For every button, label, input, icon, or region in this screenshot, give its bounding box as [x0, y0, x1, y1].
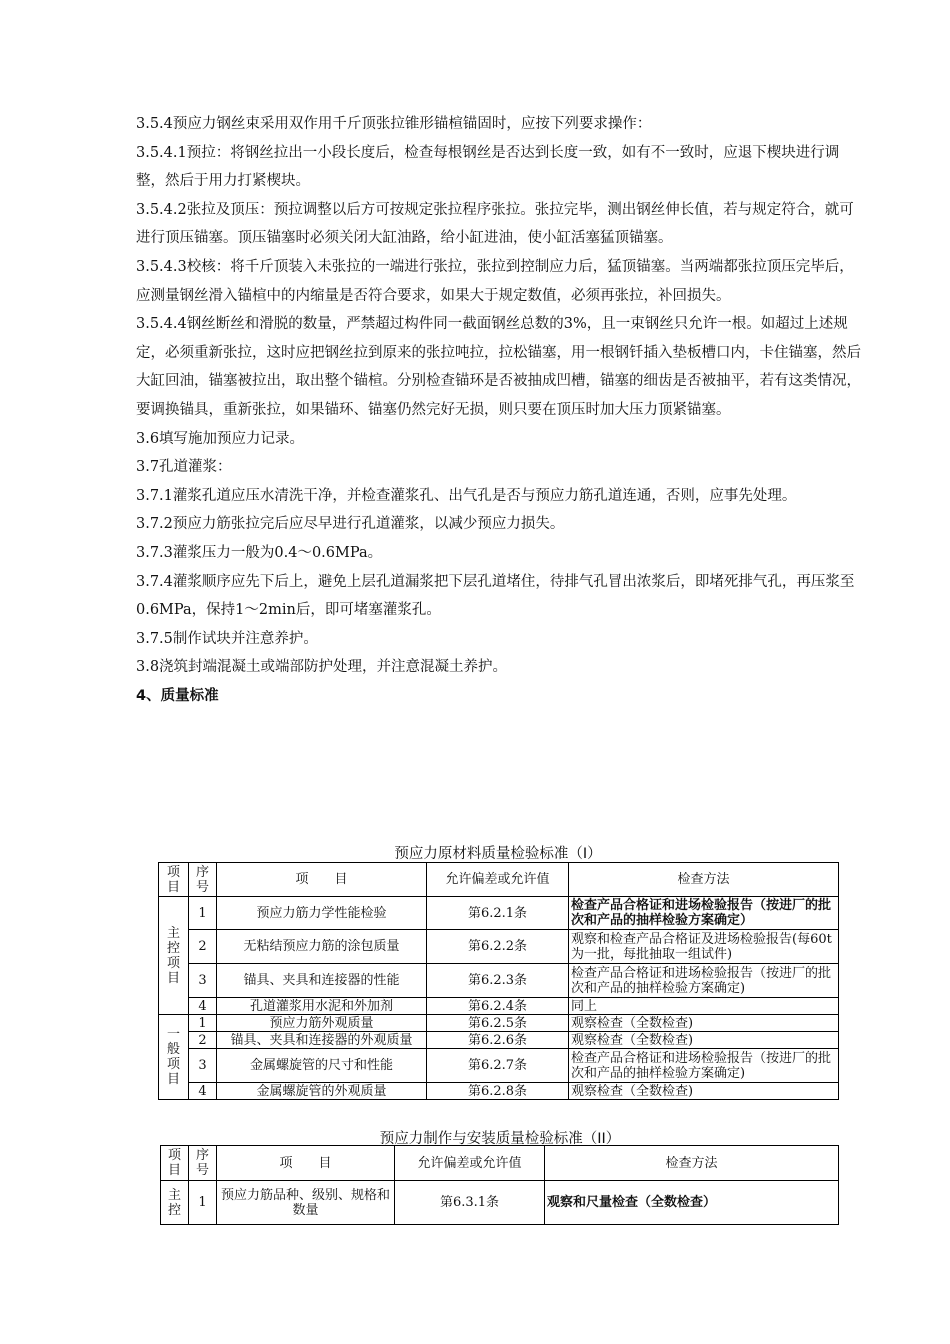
paragraph: 3.5.4.3校核：将千斤顶装入未张拉的一端进行张拉，张拉到控制应力后，猛顶锚塞。当两端都张拉顶压完毕后，应测量钢丝滑入锚楦中的内缩量是否符合要求，如果大于规定数值，必须再张拉，补回损失。	[136, 258, 854, 304]
paragraph: 3.7.2预应力筋张拉完后应尽早进行孔道灌浆，以减少预应力损失。	[136, 516, 565, 533]
table-row	[159, 1015, 839, 1032]
row-method: 观察检查（全数检查)	[569, 1032, 839, 1049]
row-allow: 第6.2.4条	[427, 998, 569, 1015]
row-item: 金属螺旋管的尺寸和性能	[217, 1049, 427, 1083]
row-item: 锚具、夹具和连接器的外观质量	[217, 1032, 427, 1049]
group-main-label: 主控	[161, 1181, 189, 1225]
table1-title: 预应力原材料质量检验标准（I）	[394, 846, 602, 862]
paragraph: 3.5.4预应力钢丝束采用双作用千斤顶张拉锥形锚楦锚固时，应按下列要求操作：	[136, 116, 652, 132]
table-header-row	[159, 863, 839, 897]
table-row	[159, 964, 839, 998]
group-main-label: 主控项目	[159, 897, 189, 1015]
row-no: 1	[189, 1181, 217, 1225]
paragraph: 3.7.4灌浆顺序应先下后上，避免上层孔道漏浆把下层孔道堵住，待排气孔冒出浓浆后，即堵死排气孔，再压浆至0.6MPa，保持1～2min后，即可堵塞灌浆孔。	[136, 573, 855, 619]
table-row	[159, 998, 839, 1015]
header-allow: 允许偏差或允许值	[427, 863, 569, 897]
row-item: 无粘结预应力筋的涂包质量	[217, 930, 427, 964]
header-category: 项目	[159, 863, 189, 897]
paragraph: 3.7.5制作试块并注意养护。	[136, 630, 318, 647]
row-no: 4	[189, 998, 217, 1015]
row-allow: 第6.3.1条	[395, 1181, 545, 1225]
header-item: 项 目	[217, 1146, 395, 1181]
table-header-row	[161, 1146, 839, 1181]
row-allow: 第6.2.7条	[427, 1049, 569, 1083]
paragraph: 3.5.4.4钢丝断丝和滑脱的数量，严禁超过构件同一截面钢丝总数的3%，且一束钢丝只允许一根。如超过上述规定，必须重新张拉，这时应把钢丝拉到原来的张拉吨拉，拉松锚塞，用一根钢钎插入垫板槽口内，卡住锚塞，然后大缸回油，锚塞被拉出，取出整个锚楦。分别检查锚环是否被抽成凹槽，锚塞的细齿是否被抽平，若有这类情况，要调换锚具，重新张拉，如果锚环、锚塞仍然完好无损，则只要在顶压时加大压力顶紧锚塞。	[136, 316, 861, 418]
paragraph: 3.5.4.1预拉：将钢丝拉出一小段长度后，检查每根钢丝是否达到长度一致，如有不一致时，应退下楔块进行调整，然后于用力打紧楔块。	[136, 144, 840, 190]
row-allow: 第6.2.2条	[427, 930, 569, 964]
row-item: 金属螺旋管的外观质量	[217, 1083, 427, 1100]
header-allow: 允许偏差或允许值	[395, 1146, 545, 1181]
row-no: 3	[189, 1049, 217, 1083]
row-method: 观察检查（全数检查)	[569, 1083, 839, 1100]
header-no: 序号	[189, 863, 217, 897]
row-no: 3	[189, 964, 217, 998]
row-allow: 第6.2.6条	[427, 1032, 569, 1049]
group-general-label: 一般项目	[159, 1015, 189, 1100]
row-item: 孔道灌浆用水泥和外加剂	[217, 998, 427, 1015]
paragraph: 3.7孔道灌浆：	[136, 459, 232, 476]
row-allow: 第6.2.3条	[427, 964, 569, 998]
row-method: 观察和尺量检查（全数检查）	[545, 1181, 839, 1225]
paragraph: 3.5.4.2张拉及顶压：预拉调整以后方可按规定张拉程序张拉。张拉完毕，测出钢丝伸长值，若与规定符合，就可进行顶压锚塞。顶压锚塞时必须关闭大缸油路，给小缸进油，使小缸活塞猛顶锚塞。	[136, 201, 854, 247]
row-no: 4	[189, 1083, 217, 1100]
table-row	[159, 930, 839, 964]
row-no: 2	[189, 930, 217, 964]
quality-table-fabrication	[160, 1145, 839, 1225]
row-item: 预应力筋品种、级别、规格和数量	[217, 1181, 395, 1225]
row-allow: 第6.2.5条	[427, 1015, 569, 1032]
row-item: 锚具、夹具和连接器的性能	[217, 964, 427, 998]
row-no: 1	[189, 1015, 217, 1032]
row-item: 预应力筋力学性能检验	[217, 897, 427, 930]
header-method: 检查方法	[545, 1146, 839, 1181]
row-method: 检查产品合格证和进场检验报告（按进厂的批次和产品的抽样检验方案确定)	[569, 1049, 839, 1083]
table-row	[161, 1181, 839, 1225]
row-allow: 第6.2.8条	[427, 1083, 569, 1100]
row-method: 观察检查（全数检查)	[569, 1015, 839, 1032]
row-method: 检查产品合格证和进场检验报告（按进厂的批次和产品的抽样检验方案确定）	[569, 897, 839, 930]
table-row	[159, 1083, 839, 1100]
row-method: 同上	[569, 998, 839, 1015]
table2-title: 预应力制作与安装质量检验标准（II）	[379, 1131, 621, 1147]
row-no: 1	[189, 897, 217, 930]
paragraph: 3.8浇筑封端混凝土或端部防护处理，并注意混凝土养护。	[136, 659, 508, 676]
body-text	[136, 110, 866, 710]
header-category: 项目	[161, 1146, 189, 1181]
header-item: 项 目	[217, 863, 427, 897]
table-row	[159, 1049, 839, 1083]
header-method: 检查方法	[569, 863, 839, 897]
table-row	[159, 897, 839, 930]
row-no: 2	[189, 1032, 217, 1049]
section-heading: 4、质量标准	[136, 687, 219, 704]
paragraph: 3.7.3灌浆压力一般为0.4～0.6MPa。	[136, 544, 383, 561]
row-item: 预应力筋外观质量	[217, 1015, 427, 1032]
header-no: 序号	[189, 1146, 217, 1181]
row-method: 观察和检查产品合格证及进场检验报告(每60t为一批，每批抽取一组试件)	[569, 930, 839, 964]
table-row	[159, 1032, 839, 1049]
quality-table-materials	[158, 862, 839, 1100]
row-allow: 第6.2.1条	[427, 897, 569, 930]
paragraph: 3.6填写施加预应力记录。	[136, 430, 305, 447]
paragraph: 3.7.1灌浆孔道应压水清洗干净，并检查灌浆孔、出气孔是否与预应力筋孔道连通，否则，应事先处理。	[136, 487, 797, 504]
row-method: 检查产品合格证和进场检验报告（按进厂的批次和产品的抽样检验方案确定)	[569, 964, 839, 998]
